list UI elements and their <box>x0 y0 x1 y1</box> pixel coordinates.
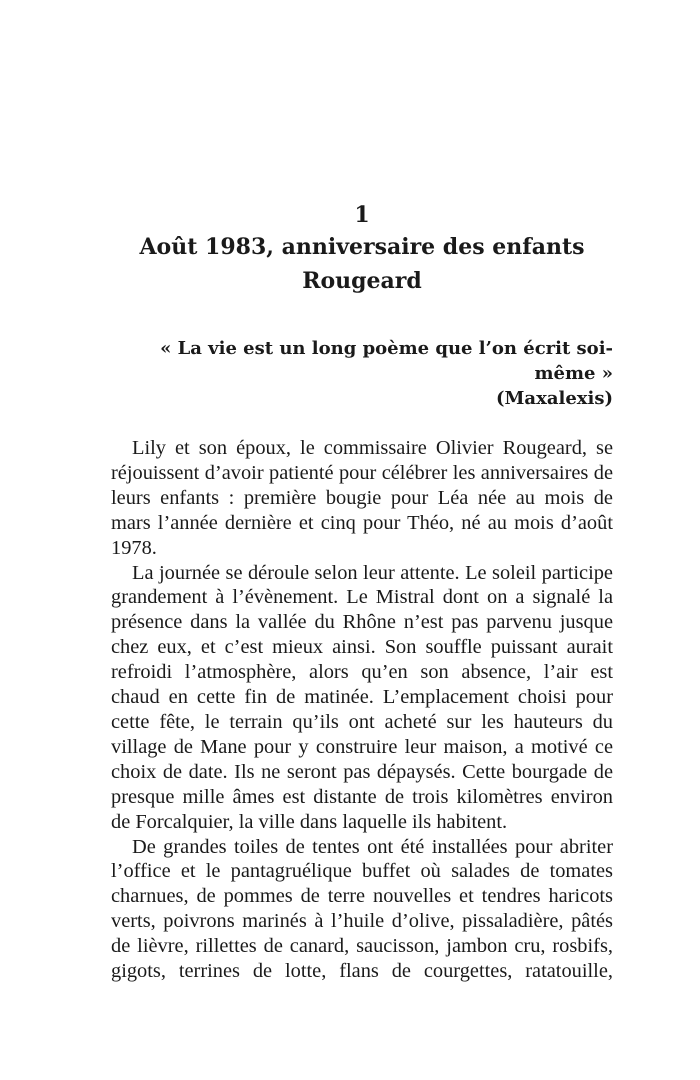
paragraph-3: De grandes toiles de tentes ont été installées pour abriter l’office et le pantagruélique buffet où salades de tomates charnues, de pommes de terre nouvelles et tendres haricots verts, poivrons marinés à l’huile d’olive, pissaladière, pâtés de lièvre, rillettes de canard, saucisson, jambon cru, rosbifs, gigots, terrines de lotte, flans de courgettes, ratatouille, <box>111 835 613 983</box>
epigraph <box>111 336 613 411</box>
paragraph-2: La journée se déroule selon leur attente. Le soleil participe grandement à l’évènement. Le Mistral dont on a signalé la présence dans la vallée du Rhône n’est pas parvenu jusque chez eux, et c’est mieux ainsi. Son souffle puissant aurait refroidi l’atmosphère, alors qu’en son absence, l’air est chaud en cette fin de matinée. L’emplacement choisi pour cette fête, le terrain qu’ils ont acheté sur les hauteurs du village de Mane pour y construire leur maison, a motivé ce choix de date. Ils ne seront pas dépaysés. Cette bourgade de presque mille âmes est distante de trois kilomètres environ de Forcalquier, la ville dans laquelle ils habitent. <box>111 561 613 833</box>
chapter-body <box>111 436 613 984</box>
epigraph-author: (Maxalexis) <box>495 388 613 409</box>
chapter-title: Août 1983, anniversaire des enfants Rougeard <box>139 234 585 294</box>
paragraph-1: Lily et son époux, le commissaire Olivier Rougeard, se réjouissent d’avoir patienté pour célébrer les anniversaires de leurs enfants : première bougie pour Léa née au mois de mars l’année dernière et cinq pour Théo, né au mois d’août 1978. <box>111 437 613 559</box>
epigraph-quote: « La vie est un long poème que l’on écrit soi-même » <box>160 338 613 384</box>
book-page <box>111 200 613 984</box>
chapter-number: 1 <box>354 202 370 228</box>
